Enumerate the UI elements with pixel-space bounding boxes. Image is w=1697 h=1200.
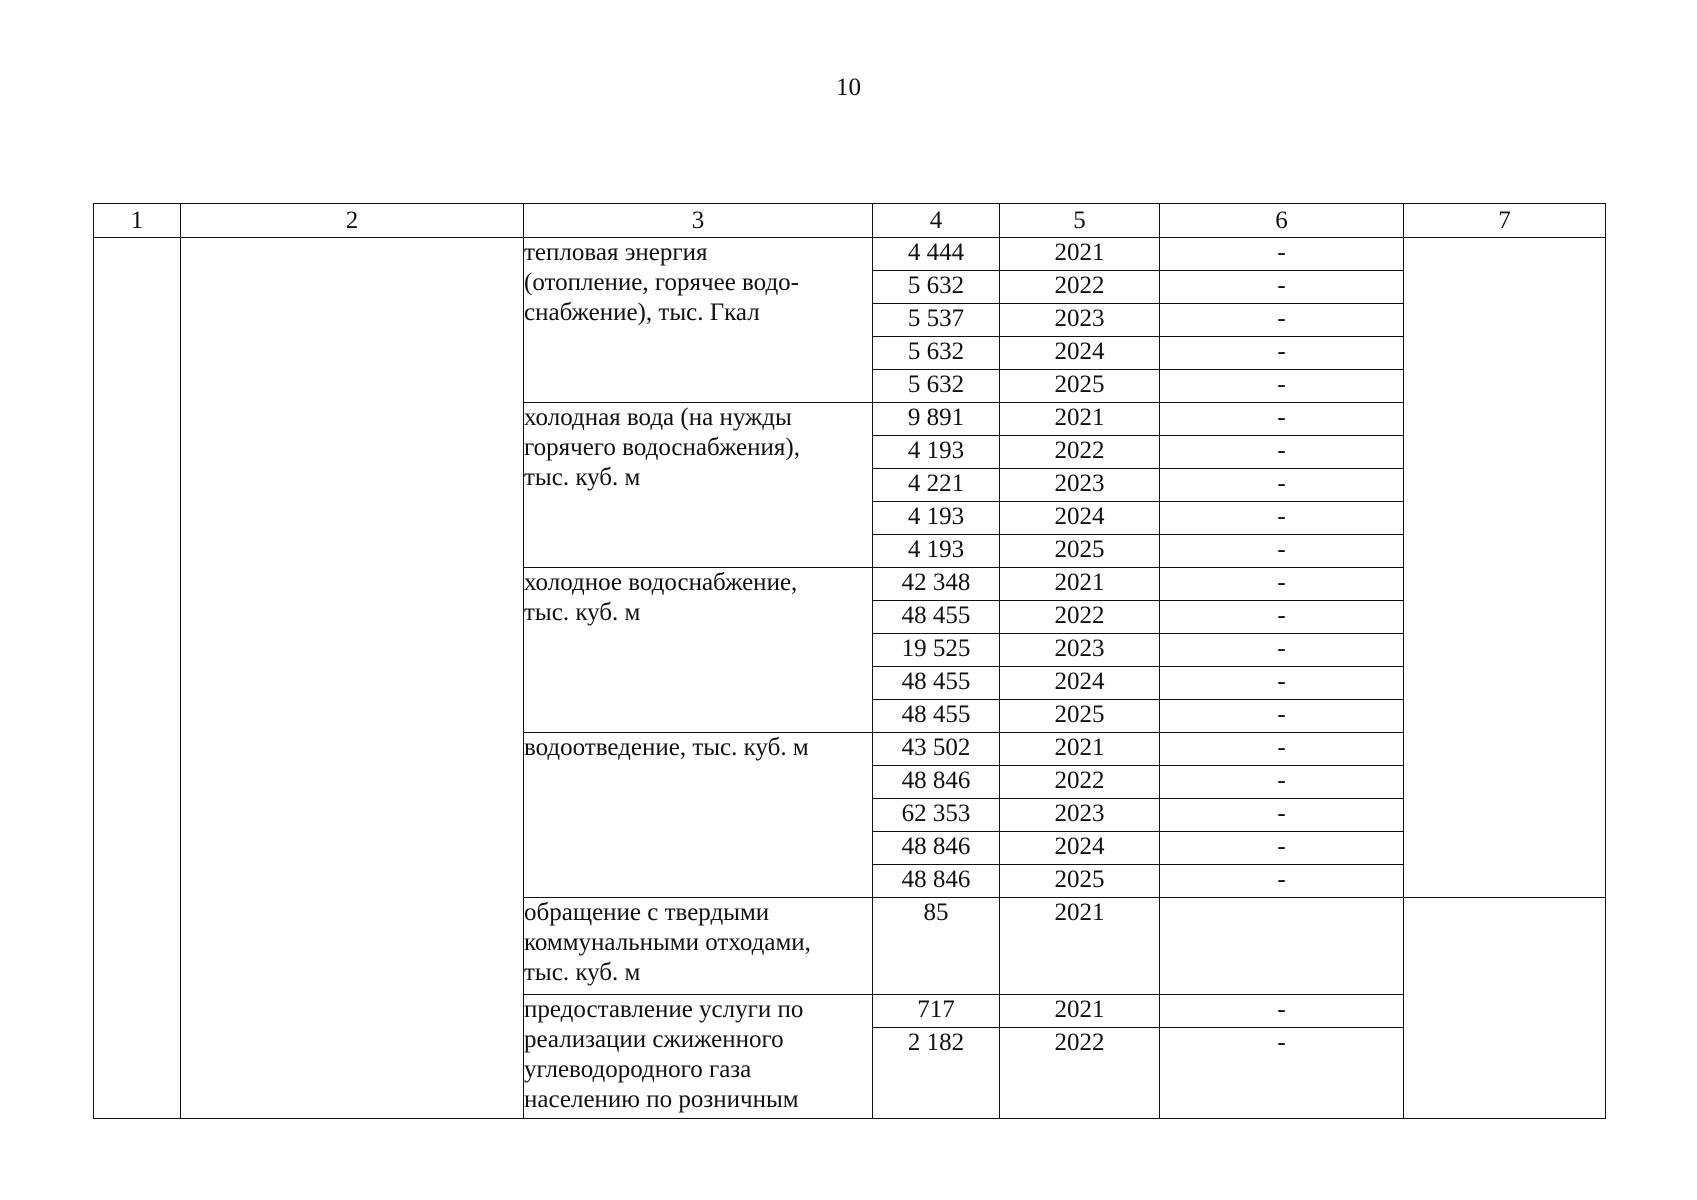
value-cell: 43 502	[873, 733, 1000, 766]
desc-line: углеводородного газа	[524, 1056, 752, 1083]
indicator-table	[93, 203, 1606, 1119]
desc-line: тыс. куб. м	[524, 464, 641, 491]
indicator-cold-water-for-hot	[524, 403, 873, 568]
col6-cell: -	[1160, 634, 1404, 667]
value-cell: 9 891	[873, 403, 1000, 436]
value-cell: 85	[873, 898, 1000, 995]
desc-line: обращение с твердыми	[524, 899, 770, 926]
col6-cell: -	[1160, 865, 1404, 898]
year-cell: 2023	[1000, 799, 1160, 832]
col7-cell	[1404, 898, 1606, 1119]
desc-line: населению по розничным	[524, 1086, 799, 1113]
year-cell: 2021	[1000, 898, 1160, 995]
year-cell: 2025	[1000, 700, 1160, 733]
col6-cell: -	[1160, 995, 1404, 1028]
year-cell: 2024	[1000, 667, 1160, 700]
year-cell: 2021	[1000, 403, 1160, 436]
header-col-4: 4	[873, 204, 1000, 238]
desc-line: водоотведение, тыс. куб. м	[524, 734, 809, 761]
header-row	[94, 204, 1606, 238]
indicator-heat-energy	[524, 238, 873, 403]
header-col-6: 6	[1160, 204, 1404, 238]
value-cell: 4 193	[873, 535, 1000, 568]
year-cell: 2022	[1000, 766, 1160, 799]
col1-cell	[94, 238, 181, 1119]
col6-cell: -	[1160, 370, 1404, 403]
col6-cell: -	[1160, 799, 1404, 832]
year-cell: 2024	[1000, 832, 1160, 865]
year-cell: 2025	[1000, 865, 1160, 898]
header-col-5: 5	[1000, 204, 1160, 238]
value-cell: 4 444	[873, 238, 1000, 271]
header-col-1: 1	[94, 204, 181, 238]
desc-line: предоставление услуги по	[524, 996, 804, 1023]
col2-cell	[181, 238, 524, 1119]
value-cell: 42 348	[873, 568, 1000, 601]
value-cell: 5 632	[873, 271, 1000, 304]
col6-cell: -	[1160, 766, 1404, 799]
header-col-3: 3	[524, 204, 873, 238]
col6-cell: -	[1160, 535, 1404, 568]
value-cell: 48 846	[873, 865, 1000, 898]
col6-cell: -	[1160, 1028, 1404, 1119]
desc-line: горячего водоснабжения),	[524, 434, 800, 461]
header-col-7: 7	[1404, 204, 1606, 238]
desc-line: (отопление, горячее водо-	[524, 269, 799, 296]
col6-cell: -	[1160, 502, 1404, 535]
year-cell: 2023	[1000, 304, 1160, 337]
year-cell: 2022	[1000, 271, 1160, 304]
desc-line: тыс. куб. м	[524, 599, 641, 626]
value-cell: 19 525	[873, 634, 1000, 667]
value-cell: 62 353	[873, 799, 1000, 832]
value-cell: 48 846	[873, 832, 1000, 865]
value-cell: 48 455	[873, 667, 1000, 700]
header-col-2: 2	[181, 204, 524, 238]
year-cell: 2021	[1000, 733, 1160, 766]
desc-line: реализации сжиженного	[524, 1026, 784, 1053]
year-cell: 2022	[1000, 601, 1160, 634]
desc-line: холодная вода (на нужды	[524, 404, 792, 431]
year-cell: 2025	[1000, 370, 1160, 403]
col6-cell: -	[1160, 238, 1404, 271]
col6-cell: -	[1160, 271, 1404, 304]
col6-cell: -	[1160, 667, 1404, 700]
indicator-solid-waste	[524, 898, 873, 995]
table-row	[94, 238, 1606, 271]
value-cell: 4 193	[873, 502, 1000, 535]
col6-cell: -	[1160, 601, 1404, 634]
year-cell: 2022	[1000, 1028, 1160, 1119]
year-cell: 2022	[1000, 436, 1160, 469]
value-cell: 5 537	[873, 304, 1000, 337]
col6-cell: -	[1160, 403, 1404, 436]
value-cell: 2 182	[873, 1028, 1000, 1119]
desc-line: снабжение), тыс. Гкал	[524, 299, 760, 326]
year-cell: 2024	[1000, 502, 1160, 535]
indicator-wastewater	[524, 733, 873, 898]
col6-cell: -	[1160, 304, 1404, 337]
value-cell: 5 632	[873, 337, 1000, 370]
year-cell: 2023	[1000, 469, 1160, 502]
year-cell: 2023	[1000, 634, 1160, 667]
year-cell: 2021	[1000, 995, 1160, 1028]
year-cell: 2024	[1000, 337, 1160, 370]
year-cell: 2021	[1000, 568, 1160, 601]
value-cell: 48 455	[873, 601, 1000, 634]
page-number: 10	[836, 74, 861, 101]
value-cell: 48 846	[873, 766, 1000, 799]
col6-cell: -	[1160, 436, 1404, 469]
indicator-lpg-service	[524, 995, 873, 1119]
value-cell: 5 632	[873, 370, 1000, 403]
indicator-cold-water-supply	[524, 568, 873, 733]
col6-cell	[1160, 898, 1404, 995]
value-cell: 4 221	[873, 469, 1000, 502]
desc-line: коммунальными отходами,	[524, 929, 811, 956]
col6-cell: -	[1160, 832, 1404, 865]
desc-line: тыс. куб. м	[524, 959, 641, 986]
value-cell: 48 455	[873, 700, 1000, 733]
col6-cell: -	[1160, 733, 1404, 766]
year-cell: 2021	[1000, 238, 1160, 271]
col7-cell	[1404, 238, 1606, 898]
year-cell: 2025	[1000, 535, 1160, 568]
value-cell: 4 193	[873, 436, 1000, 469]
col6-cell: -	[1160, 700, 1404, 733]
col6-cell: -	[1160, 337, 1404, 370]
col6-cell: -	[1160, 568, 1404, 601]
desc-line: холодное водоснабжение,	[524, 569, 798, 596]
value-cell: 717	[873, 995, 1000, 1028]
col6-cell: -	[1160, 469, 1404, 502]
desc-line: тепловая энергия	[524, 239, 708, 266]
